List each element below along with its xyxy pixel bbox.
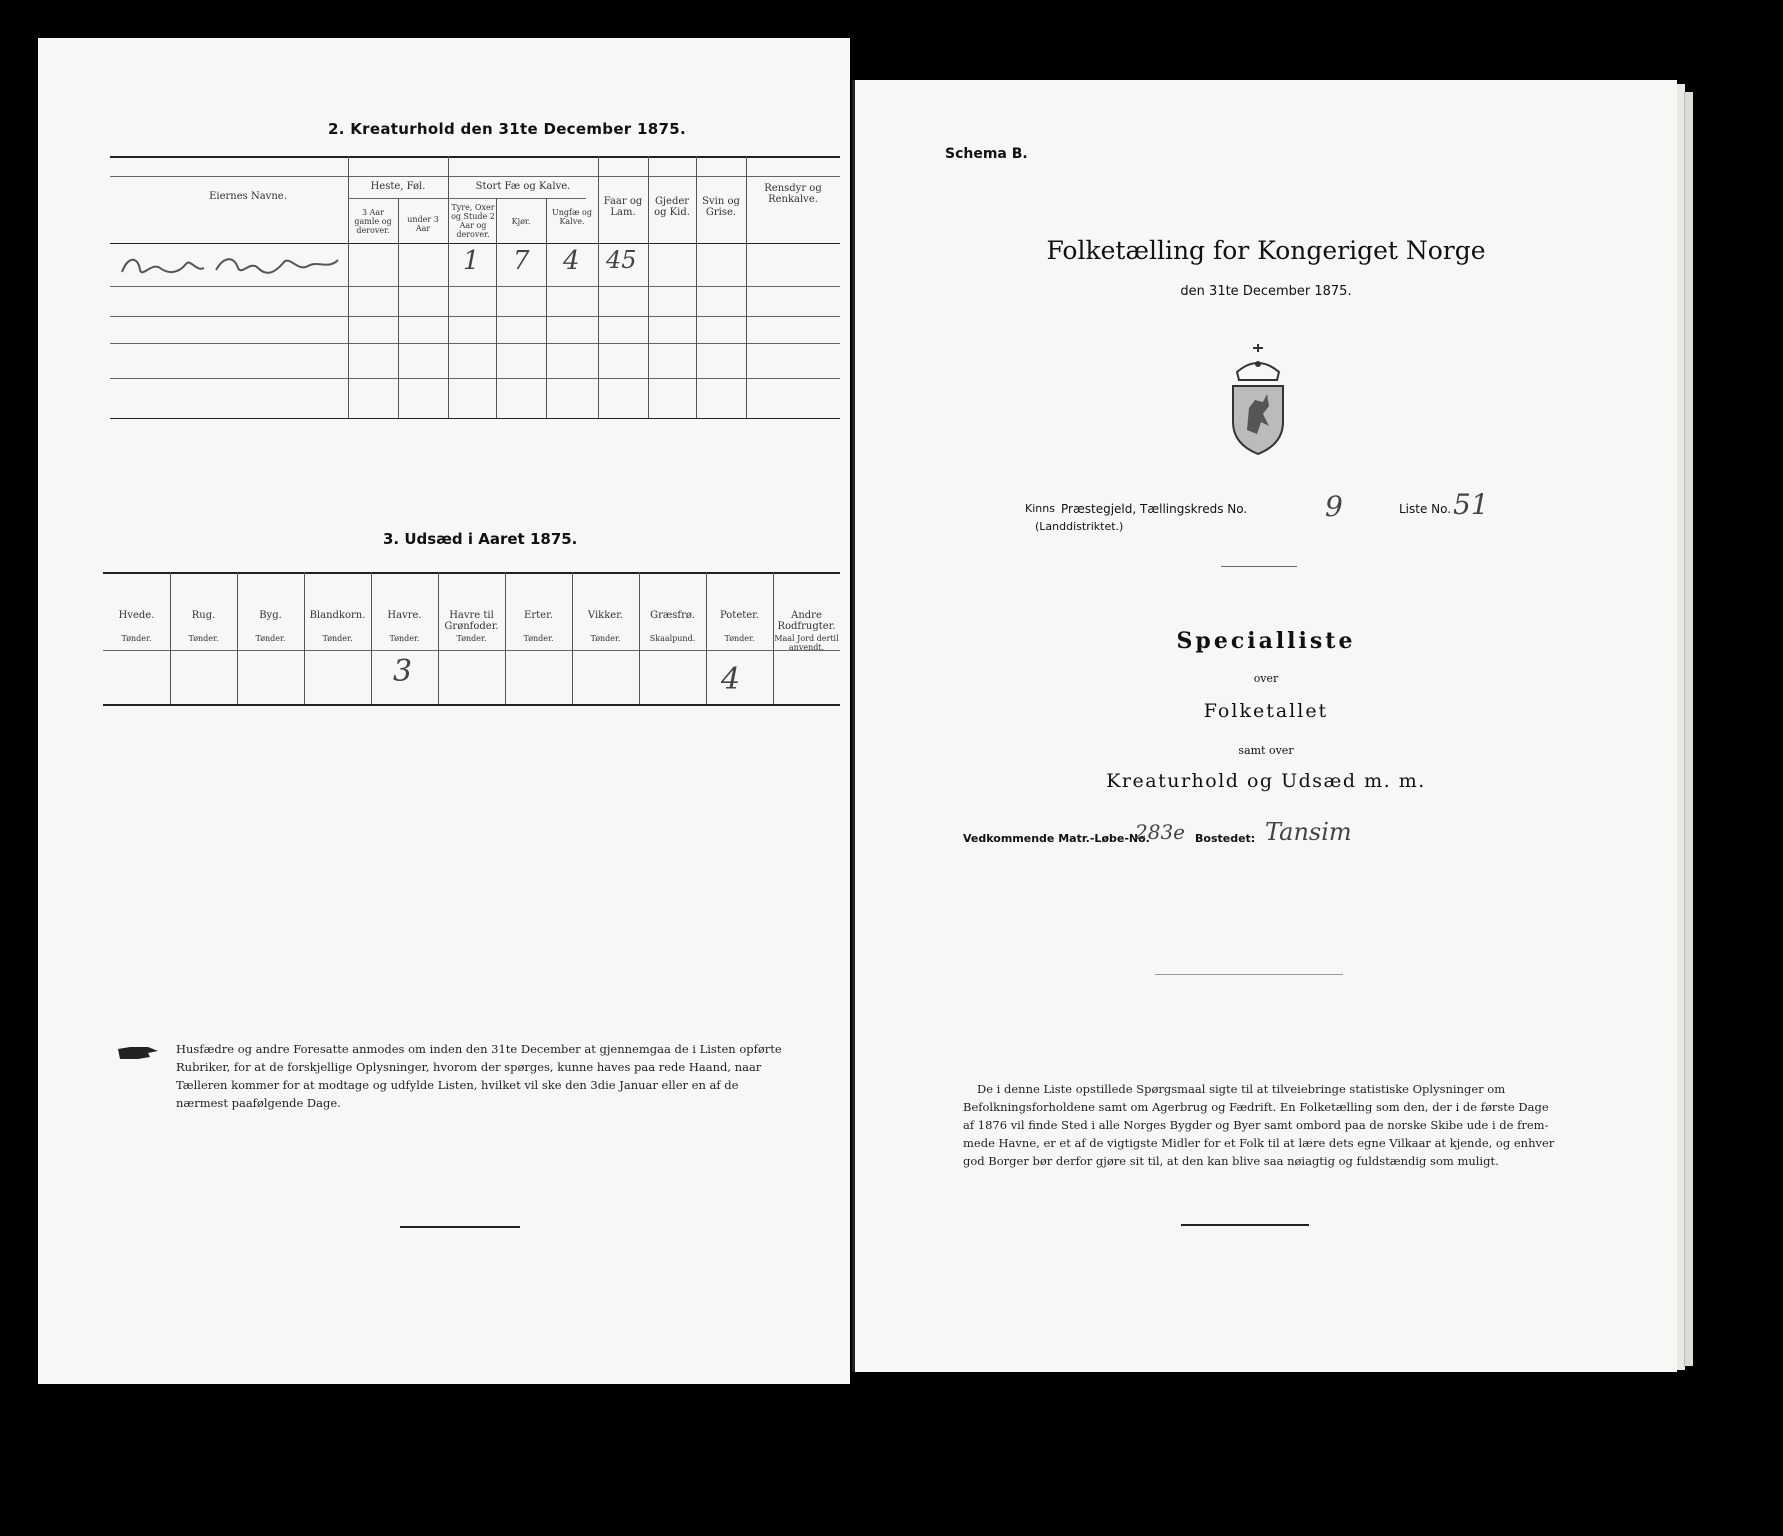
kreaturhold-title: Kreaturhold og Udsæd m. m. (1106, 770, 1426, 792)
folketallet-title: Folketallet (1203, 700, 1329, 722)
samt-over-label: samt over (1238, 744, 1294, 757)
table3-col-header: Havre. (387, 610, 422, 621)
bostedet-label: Bostedet: (1195, 832, 1256, 845)
over-label: over (1253, 672, 1279, 685)
paragraph-line: af 1876 vil finde Sted i alle Norges Bygder og Byer samt ombord paa de norske Skibe ude i de frem- (963, 1118, 1549, 1132)
matr-number: 283e (1135, 820, 1186, 844)
table3-col-unit: Tønder. (523, 634, 554, 643)
table3-col-unit: Tønder. (121, 634, 152, 643)
schema-label: Schema B. (945, 146, 1028, 162)
left-page (38, 38, 850, 1384)
paragraph-line: mede Havne, er et af de vigtigste Midler for et Folk til at lære dets egne Vilkaar at kjende, og enhver (963, 1136, 1555, 1150)
table3-col-unit: Tønder. (188, 634, 219, 643)
table2-col-line (546, 198, 547, 418)
right-page (852, 80, 1677, 1372)
table2-header-rule (110, 176, 840, 177)
notice-line: Tælleren kommer for at modtage og udfylde Listen, hvilket vil ske den 3die Januar eller en af de (176, 1078, 739, 1092)
table3-col-header: Hvede. (118, 610, 155, 621)
table2-row-rule (110, 343, 840, 344)
table2-horses-header: Heste, Føl. (370, 181, 426, 192)
table2-cattle-header: Stort Fæ og Kalve. (475, 181, 571, 192)
kreds-number: 9 (1325, 490, 1343, 523)
specialliste-title: Specialliste (1176, 628, 1356, 654)
table2-owner-header: Eiernes Navne. (209, 191, 287, 202)
table3-col-header: Erter. (524, 610, 553, 621)
table2-col-line (448, 156, 449, 418)
notice-line: Husfædre og andre Foresatte anmodes om inden den 31te December at gjennemgaa de i Listen opførte (176, 1042, 782, 1056)
liste-number: 51 (1453, 488, 1489, 521)
handwritten-owner-name (116, 248, 346, 284)
divider (1221, 566, 1297, 567)
paragraph-line: De i denne Liste opstillede Spørgsmaal sigte til at tilveiebringe statistiske Oplysninger om (977, 1082, 1506, 1096)
divider (1155, 974, 1343, 975)
table3-col-header: Blandkorn. (309, 610, 366, 621)
notice-line: nærmest paafølgende Dage. (176, 1096, 341, 1110)
notice-line: Rubriker, for at de forskjellige Oplysninger, hvorom der spørges, kunne haves paa rede Haand, naar (176, 1060, 762, 1074)
table2-sheep-header: Faar og Lam. (603, 196, 643, 218)
table3-entry-havre: 3 (393, 654, 413, 689)
bostedet-value: Tansim (1265, 818, 1352, 846)
table3-header-rule (103, 650, 840, 651)
table3-col-header: Havre til Grønfoder. (444, 610, 499, 632)
main-title: Folketælling for Kongeriget Norge (1046, 236, 1486, 265)
table2-entry-cows: 7 (513, 246, 530, 276)
notice-text (176, 1040, 842, 1112)
table2-row-rule (110, 316, 840, 317)
matr-label: Vedkommende Matr.-Løbe-No. (963, 832, 1150, 845)
table2-entry-bulls: 1 (463, 246, 480, 276)
table2-subheader-rule (110, 243, 840, 244)
explanation-paragraph (963, 1080, 1663, 1170)
closing-rule (400, 1226, 520, 1228)
section3-title: 3. Udsæd i Aaret 1875. (383, 530, 578, 548)
table2-cattle-cows: Kjør. (511, 217, 531, 226)
table3-entry-poteter: 4 (721, 662, 741, 697)
table2-top-rule (110, 156, 840, 158)
table3-col-unit: Tønder. (389, 634, 420, 643)
page-edge (1684, 92, 1693, 1366)
table3-col-header: Græsfrø. (650, 610, 695, 621)
table2-col-line (398, 198, 399, 418)
closing-rule (1181, 1224, 1309, 1226)
table2-row-rule (110, 286, 840, 287)
pointing-hand-icon (116, 1043, 160, 1063)
table3-col-header: Vikker. (587, 610, 624, 621)
table2-entry-sheep: 45 (606, 246, 637, 274)
table2-bottom-rule (110, 418, 840, 419)
paragraph-line: Befolkningsforholdene samt om Agerbrug og Fædrift. En Folketælling som den, der i de første Dage (963, 1100, 1549, 1114)
table2-cattle-bulls: Tyre, Oxer og Stude 2 Aar og derover. (451, 203, 495, 239)
table2-col-line (348, 156, 349, 418)
liste-label: Liste No. (1399, 502, 1452, 516)
table2-goats-header: Gjeder og Kid. (654, 196, 690, 218)
table2-reindeer-header: Rensdyr og Renkalve. (764, 183, 822, 205)
section2-title: 2. Kreaturhold den 31te December 1875. (328, 120, 686, 138)
table2-row-rule (110, 378, 840, 379)
table3-col-header: Rug. (191, 610, 216, 621)
prestegjeld-label: Præstegjeld, Tællingskreds No. (1061, 502, 1248, 516)
paragraph-line: god Borger bør derfor gjøre sit til, at den kan blive saa nøiagtig og fuldstændig som muligt. (963, 1154, 1499, 1168)
table3-col-unit: Tønder. (456, 634, 487, 643)
table3-col-header: Byg. (259, 610, 282, 621)
table3-col-header: Andre Rodfrugter. (777, 610, 836, 632)
kinns-label: Kinns (1025, 502, 1055, 515)
table3-col-unit: Tønder. (322, 634, 353, 643)
table3-col-unit: Tønder. (590, 634, 621, 643)
table2-entry-young: 4 (563, 246, 580, 276)
table3-col-unit: Tønder. (255, 634, 286, 643)
table2-cattle-young: Ungfæ og Kalve. (552, 208, 592, 226)
census-date: den 31te December 1875. (1180, 284, 1352, 299)
table2-pigs-header: Svin og Grise. (702, 196, 740, 218)
table2-col-line (496, 198, 497, 418)
table3-top-rule (103, 572, 840, 574)
table3-col-header: Poteter. (719, 610, 760, 621)
table3-bottom-rule (103, 704, 840, 706)
coat-of-arms-icon (1223, 342, 1293, 458)
table2-horses-old: 3 Aar gamle og derover. (354, 208, 392, 235)
table2-horses-young: under 3 Aar (407, 215, 439, 233)
table3-col-unit: Skaalpund. (649, 634, 696, 643)
table3-col-unit: Maal Jord dertil anvendt. (774, 634, 839, 652)
district-label: (Landdistriktet.) (1035, 520, 1124, 533)
table3-col-unit: Tønder. (724, 634, 755, 643)
table2-group-rule (448, 198, 586, 199)
